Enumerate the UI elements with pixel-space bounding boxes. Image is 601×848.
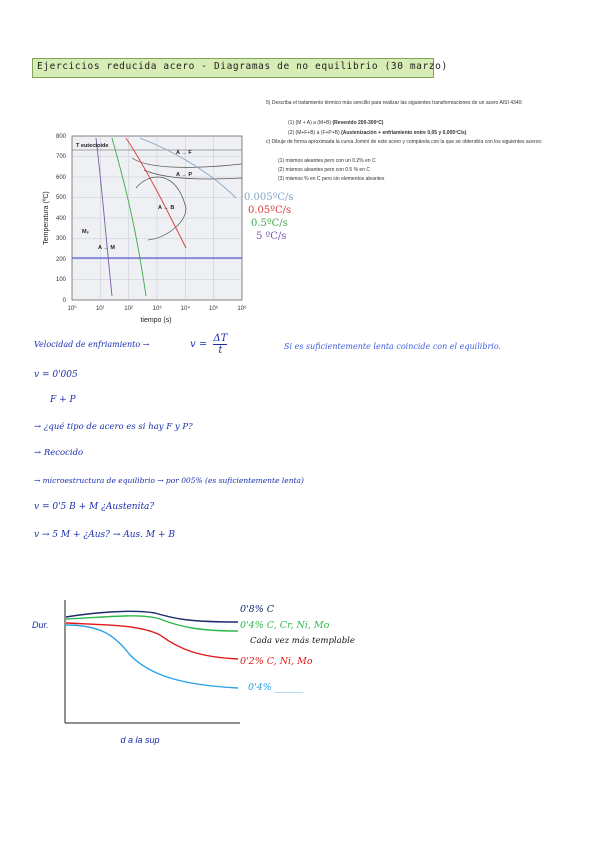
xtick: 10⁶ xyxy=(237,306,247,312)
ytick: 600 xyxy=(55,175,66,181)
jominy-diagram xyxy=(30,595,400,755)
formula-numerator: ΔT xyxy=(213,333,228,344)
label-am: A → M xyxy=(98,245,115,251)
xtick: 10⁴ xyxy=(180,306,190,312)
label-eutectoid: T eutectoide xyxy=(76,143,109,149)
ytick: 700 xyxy=(55,154,66,160)
note-fp: F + P xyxy=(50,395,76,405)
problem-sub-2: (2) mismos aleantes pero con 0.5 % en C xyxy=(278,167,370,173)
note-velocidad: Velocidad de enfriamiento → xyxy=(34,340,150,349)
ytick: 500 xyxy=(55,195,66,201)
ytick: 200 xyxy=(55,257,66,263)
label-ap: A → P xyxy=(176,172,192,178)
jominy-note-templable: Cada vez más templable xyxy=(250,636,355,646)
rate-label-0-5: 0.5ºC/s xyxy=(251,218,288,229)
jominy-label-0-4: 0'4% ______ xyxy=(248,682,304,693)
formula-lhs: v = xyxy=(190,339,208,350)
note-equilibrio: Si es suficientemente lenta coincide con el equilibrio. xyxy=(284,342,502,351)
jominy-label-0-2c: 0'2% C, Ni, Mo xyxy=(240,656,313,667)
xtick: 10³ xyxy=(152,306,162,312)
cct-xlabel: tiempo (s) xyxy=(140,317,172,324)
label-ms: Mₛ xyxy=(82,229,89,235)
note-v1: v = 0'005 xyxy=(34,370,78,380)
ytick: 100 xyxy=(55,277,66,283)
jominy-curve-0-4cr xyxy=(66,616,238,631)
note-micro: → microestructura de equilibrio → por 005% (es suficientemente lenta) xyxy=(34,476,304,485)
rate-label-5: 5 ºC/s xyxy=(256,231,287,242)
item1-plain: (1) (M + A) a (M+B) xyxy=(288,120,332,126)
xtick: 10² xyxy=(124,306,133,312)
problem-intro: 5) Describa el tratamiento térmico más sencillo para realizar las siguientes transformaciones de un acero AISI 4340: xyxy=(266,100,523,106)
label-ab: A → B xyxy=(158,205,175,211)
label-af: A → F xyxy=(176,150,192,156)
problem-sub-3: (3) mismos % en C pero sin elementos aleantes xyxy=(278,176,385,182)
problem-sub-1: (1) mismos aleantes pero con un 0.2% en C xyxy=(278,158,376,164)
rate-label-0-005: 0.005ºC/s xyxy=(244,192,294,203)
note-recocido: → Recocido xyxy=(34,448,84,458)
jominy-label-0-8c: 0'8% C xyxy=(240,604,275,615)
item1-bold: (Revenido 200-300ºC) xyxy=(332,120,384,126)
problem-part-c: c) Dibuje de forma aproximada la curva Jominí de este acero y compárela con la que se obtendría con los siguientes aceros: xyxy=(266,139,543,145)
ytick: 300 xyxy=(55,236,66,242)
problem-item-2 xyxy=(288,130,466,136)
jominy-xlabel: d a la sup xyxy=(120,735,160,745)
formula-fraction xyxy=(213,333,227,356)
item2-bold: (Austenización + enfriamiento entre 0,05 y 0,005ºC/s) xyxy=(341,130,467,136)
ytick: 800 xyxy=(55,134,66,140)
note-formula xyxy=(190,333,227,356)
page-title: Ejercicios reducida acero - Diagramas de no equilibrio (30 marzo) xyxy=(37,61,448,72)
xtick: 10¹ xyxy=(95,306,105,312)
jominy-label-0-4cr: 0'4% C, Cr, Ni, Mo xyxy=(240,620,330,631)
title-banner xyxy=(32,58,448,78)
note-q1: → ¿qué tipo de acero es si hay F y P? xyxy=(34,422,193,432)
cct-xticks xyxy=(67,305,247,312)
rate-label-0-05: 0.05ºC/s xyxy=(248,205,292,216)
ytick: 400 xyxy=(55,216,66,222)
cct-diagram xyxy=(36,128,252,328)
jominy-ylabel: Dur. xyxy=(32,620,49,630)
note-v3: v → 5 M + ¿Aus? → Aus. M + B xyxy=(34,530,175,540)
ytick: 0 xyxy=(62,298,66,304)
xtick: 10⁵ xyxy=(209,306,219,312)
note-v2: v = 0'5 B + M ¿Austenita? xyxy=(34,502,155,512)
item2-plain: (2) (M+F+B) a (F+P+B) xyxy=(288,130,340,136)
problem-item-1 xyxy=(288,120,383,126)
cct-ylabel: Temperatura (ºC) xyxy=(43,191,50,245)
formula-denominator: t xyxy=(218,345,223,356)
xtick: 10⁰ xyxy=(67,306,77,312)
cct-yticks xyxy=(56,134,67,304)
